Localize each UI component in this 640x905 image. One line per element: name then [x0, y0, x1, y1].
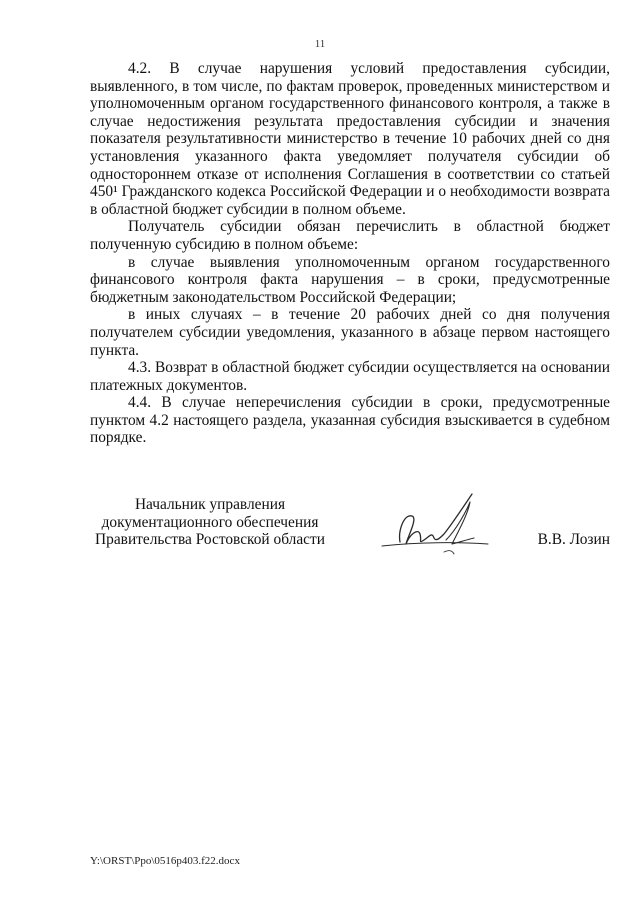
- signatory-title-line: Начальник управления: [134, 496, 286, 513]
- signature-block: [90, 492, 610, 562]
- page-number: 11: [314, 38, 326, 50]
- signatory-title: [90, 496, 330, 549]
- handwritten-signature: [348, 484, 498, 564]
- paragraph-control-violation: в случае выявления уполномоченным органом государственного финансового контроля факта нарушения – в сроки, предусмотренные бюджетным законодательством Российской Федерации;: [90, 253, 610, 306]
- signatory-title-line: документационного обеспечения: [101, 513, 319, 531]
- signatory-title-line: Правительства Ростовской области: [95, 531, 325, 549]
- paragraph-4-3: 4.3. Возврат в областной бюджет субсидии осуществляется на основании платежных документов.: [90, 359, 610, 394]
- paragraph-recipient-obligation: Получатель субсидии обязан перечислить в областной бюджет полученную субсидию в полном объеме:: [90, 218, 610, 253]
- signatory-name: В.В. Лозин: [537, 531, 610, 548]
- file-path-footer: Y:\ORST\Ppo\0516p403.f22.docx: [90, 855, 240, 867]
- paragraph-other-cases: в иных случаях – в течение 20 рабочих дней со дня получения получателем субсидии уведомления, указанного в абзаце первом настоящего пункта.: [90, 306, 610, 359]
- paragraph-4-4: 4.4. В случае неперечисления субсидии в сроки, предусмотренные пунктом 4.2 настоящего раздела, указанная субсидия взыскивается в судебном порядке.: [90, 394, 610, 447]
- paragraph-4-2: 4.2. В случае нарушения условий предоставления субсидии, выявленного, в том числе, по фактам проверок, проведенных министерством и уполномоченным органом государственного финансового контроля, а также в случае недостижения результата предоставления субсидии и значения показателя результативности министерство в течение 10 рабочих дней со дня установления указанного факта уведомляет получателя субсидии об одностороннем отказе от исполнения Соглашения в соответствии со статьей 450¹ Гражданского кодекса Российской Федерации и о необходимости возврата в областной бюджет субсидии в полном объеме.: [90, 60, 610, 218]
- document-body: [90, 60, 610, 447]
